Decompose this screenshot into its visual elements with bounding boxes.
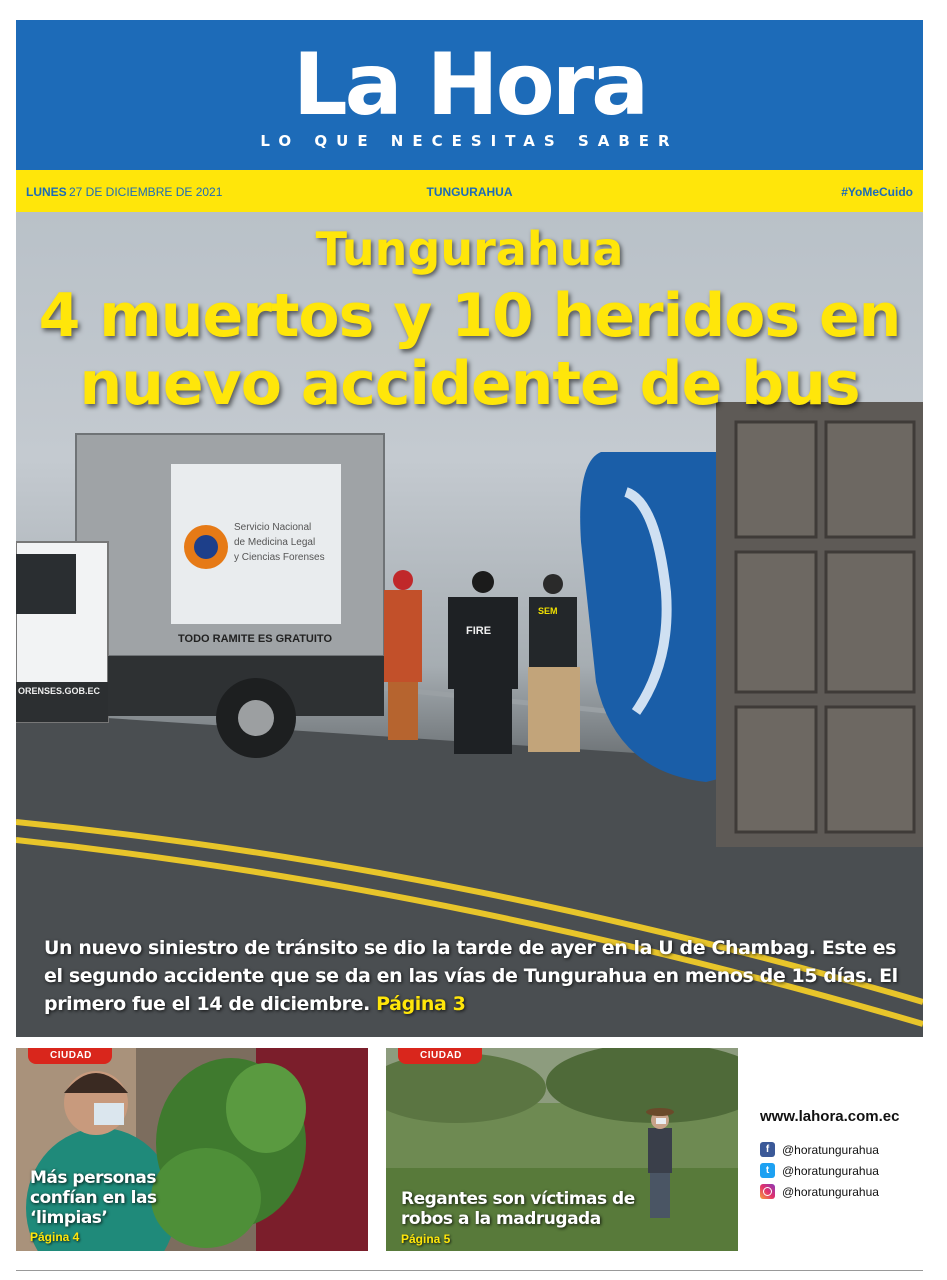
twitter-icon: t bbox=[760, 1163, 775, 1178]
summary-page-link[interactable]: Página 3 bbox=[376, 993, 466, 1015]
summary-text: Un nuevo siniestro de tránsito se dio la tarde de ayer en la U de Chambag. Este es el segundo accidente que se da en las vías de Tungurahua en menos de 15 días. El primero fue el 14 de diciembre. bbox=[44, 937, 898, 1015]
website-link[interactable]: www.lahora.com.ec bbox=[760, 1108, 900, 1125]
truck-text-3: y Ciencias Forenses bbox=[234, 552, 325, 563]
masthead bbox=[16, 20, 923, 170]
date-weekday: LUNES bbox=[26, 185, 67, 199]
bottom-divider bbox=[16, 1270, 923, 1271]
teaser-title[interactable]: Más personas confían en las ‘limpias’ bbox=[30, 1168, 157, 1228]
vest-label-fire: FIRE bbox=[466, 625, 492, 637]
tagline: LO QUE NECESITAS SABER bbox=[260, 132, 679, 150]
headline-line-1: 4 muertos y 10 heridos en bbox=[38, 281, 901, 351]
truck-domain: ORENSES.GOB.EC bbox=[18, 686, 101, 696]
instagram-icon bbox=[760, 1184, 775, 1199]
teaser-limpias[interactable] bbox=[16, 1048, 368, 1251]
facebook-handle: @horatungurahua bbox=[782, 1142, 879, 1157]
vest-label-sem: SEM bbox=[538, 606, 558, 616]
lead-kicker: Tungurahua bbox=[315, 222, 624, 276]
teaser-title[interactable]: Regantes son víctimas de robos a la madrugada bbox=[401, 1189, 635, 1229]
headline-line-2: nuevo accidente de bus bbox=[79, 349, 860, 419]
truck-text-1: Servicio Nacional bbox=[234, 522, 312, 533]
section-tag: CIUDAD bbox=[28, 1048, 112, 1064]
date-text: 27 DE DICIEMBRE DE 2021 bbox=[69, 185, 223, 199]
section-label[interactable]: TUNGURAHUA bbox=[426, 185, 513, 199]
teaser-regantes[interactable] bbox=[386, 1048, 738, 1251]
hashtag[interactable]: #YoMeCuido bbox=[841, 185, 913, 199]
instagram-handle: @horatungurahua bbox=[782, 1184, 879, 1199]
teaser-page-link[interactable]: Página 5 bbox=[401, 1232, 451, 1246]
twitter-handle: @horatungurahua bbox=[782, 1163, 879, 1178]
social-facebook[interactable] bbox=[760, 1139, 930, 1160]
social-twitter[interactable] bbox=[760, 1160, 930, 1181]
facebook-icon: f bbox=[760, 1142, 775, 1157]
lead-summary bbox=[44, 934, 904, 1018]
date-band bbox=[16, 170, 923, 212]
truck-slogan: TODO RAMITE ES GRATUITO bbox=[178, 633, 333, 645]
truck-text-2: de Medicina Legal bbox=[234, 537, 316, 548]
teaser-page-link[interactable]: Página 4 bbox=[30, 1230, 80, 1244]
social-instagram[interactable] bbox=[760, 1181, 930, 1202]
section-tag: CIUDAD bbox=[398, 1048, 482, 1064]
lead-story[interactable] bbox=[16, 212, 923, 1037]
newspaper-logo[interactable]: La Hora bbox=[292, 35, 647, 135]
lead-headline[interactable] bbox=[16, 282, 923, 418]
social-block bbox=[760, 1108, 930, 1202]
